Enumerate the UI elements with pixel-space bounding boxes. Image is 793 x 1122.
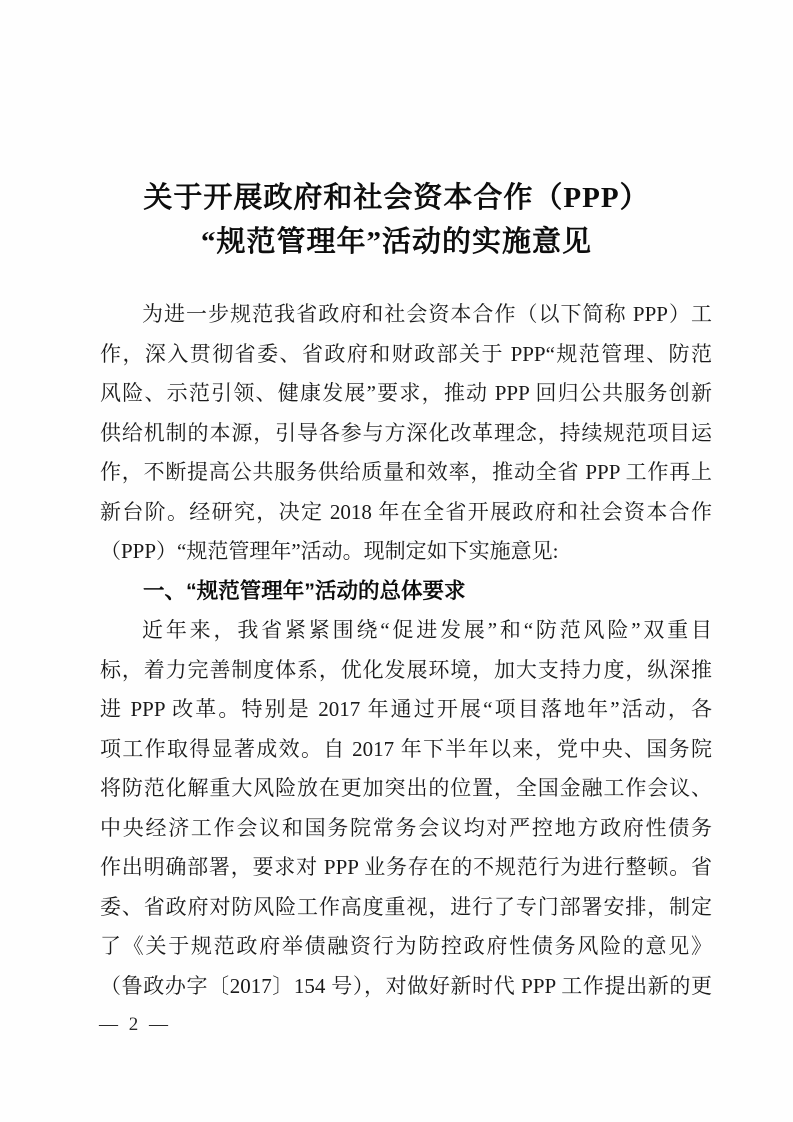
paragraph-1-line: 作，深入贯彻省委、省政府和财政部关于 PPP“规范管理、防范 [100, 341, 712, 366]
paragraph-1-line: 为进一步规范我省政府和社会资本合作（以下简称 PPP）工 [142, 302, 712, 326]
paragraph-1 [100, 295, 712, 572]
document-title-line-1: 关于开展政府和社会资本合作（PPP） [143, 182, 650, 214]
paragraph-2-line: 委、省政府对防风险工作高度重视，进行了专门部署安排，制定 [100, 894, 712, 919]
document-body [100, 295, 712, 1006]
paragraph-2-line: 了《关于规范政府举债融资行为防控政府性债务风险的意见》 [100, 934, 712, 958]
paragraph-2-line: 进 PPP 改革。特别是 2017 年通过开展“项目落地年”活动，各 [100, 697, 712, 721]
paragraph-1-line: 新台阶。经研究，决定 2018 年在全省开展政府和社会资本合作 [100, 499, 712, 524]
paragraph-1-line: 供给机制的本源，引导各参与方深化改革理念，持续规范项目运 [100, 420, 712, 445]
paragraph-2 [100, 611, 712, 1006]
paragraph-2-line: 中央经济工作会议和国务院常务会议均对严控地方政府性债务 [100, 815, 712, 840]
page-number: — 2 — [99, 1014, 171, 1035]
paragraph-2-line: 作出明确部署，要求对 PPP 业务存在的不规范行为进行整顿。省 [100, 855, 712, 879]
paragraph-1-line: 作，不断提高公共服务供给质量和效率，推动全省 PPP 工作再上 [100, 460, 712, 484]
paragraph-1-line: 风险、示范引领、健康发展”要求，推动 PPP 回归公共服务创新 [100, 381, 712, 405]
paragraph-2-line: 近年来，我省紧紧围绕“促进发展”和“防范风险”双重目 [142, 618, 712, 642]
paragraph-2-line: （鲁政办字〔2017〕154 号），对做好新时代 PPP 工作提出新的更 [100, 973, 712, 998]
paragraph-2-line: 项工作取得显著成效。自 2017 年下半年以来，党中央、国务院 [100, 736, 712, 761]
paragraph-2-line: 将防范化解重大风险放在更加突出的位置，全国金融工作会议、 [100, 776, 712, 800]
section-heading-1: 一、“规范管理年”活动的总体要求 [143, 578, 466, 603]
document-title-line-2: “规范管理年”活动的实施意见 [200, 226, 592, 258]
paragraph-2-line: 标，着力完善制度体系，优化发展环境，加大支持力度，纵深推 [100, 657, 712, 682]
paragraph-1-line: （PPP）“规范管理年”活动。现制定如下实施意见: [100, 539, 559, 563]
document-title [0, 0, 793, 264]
